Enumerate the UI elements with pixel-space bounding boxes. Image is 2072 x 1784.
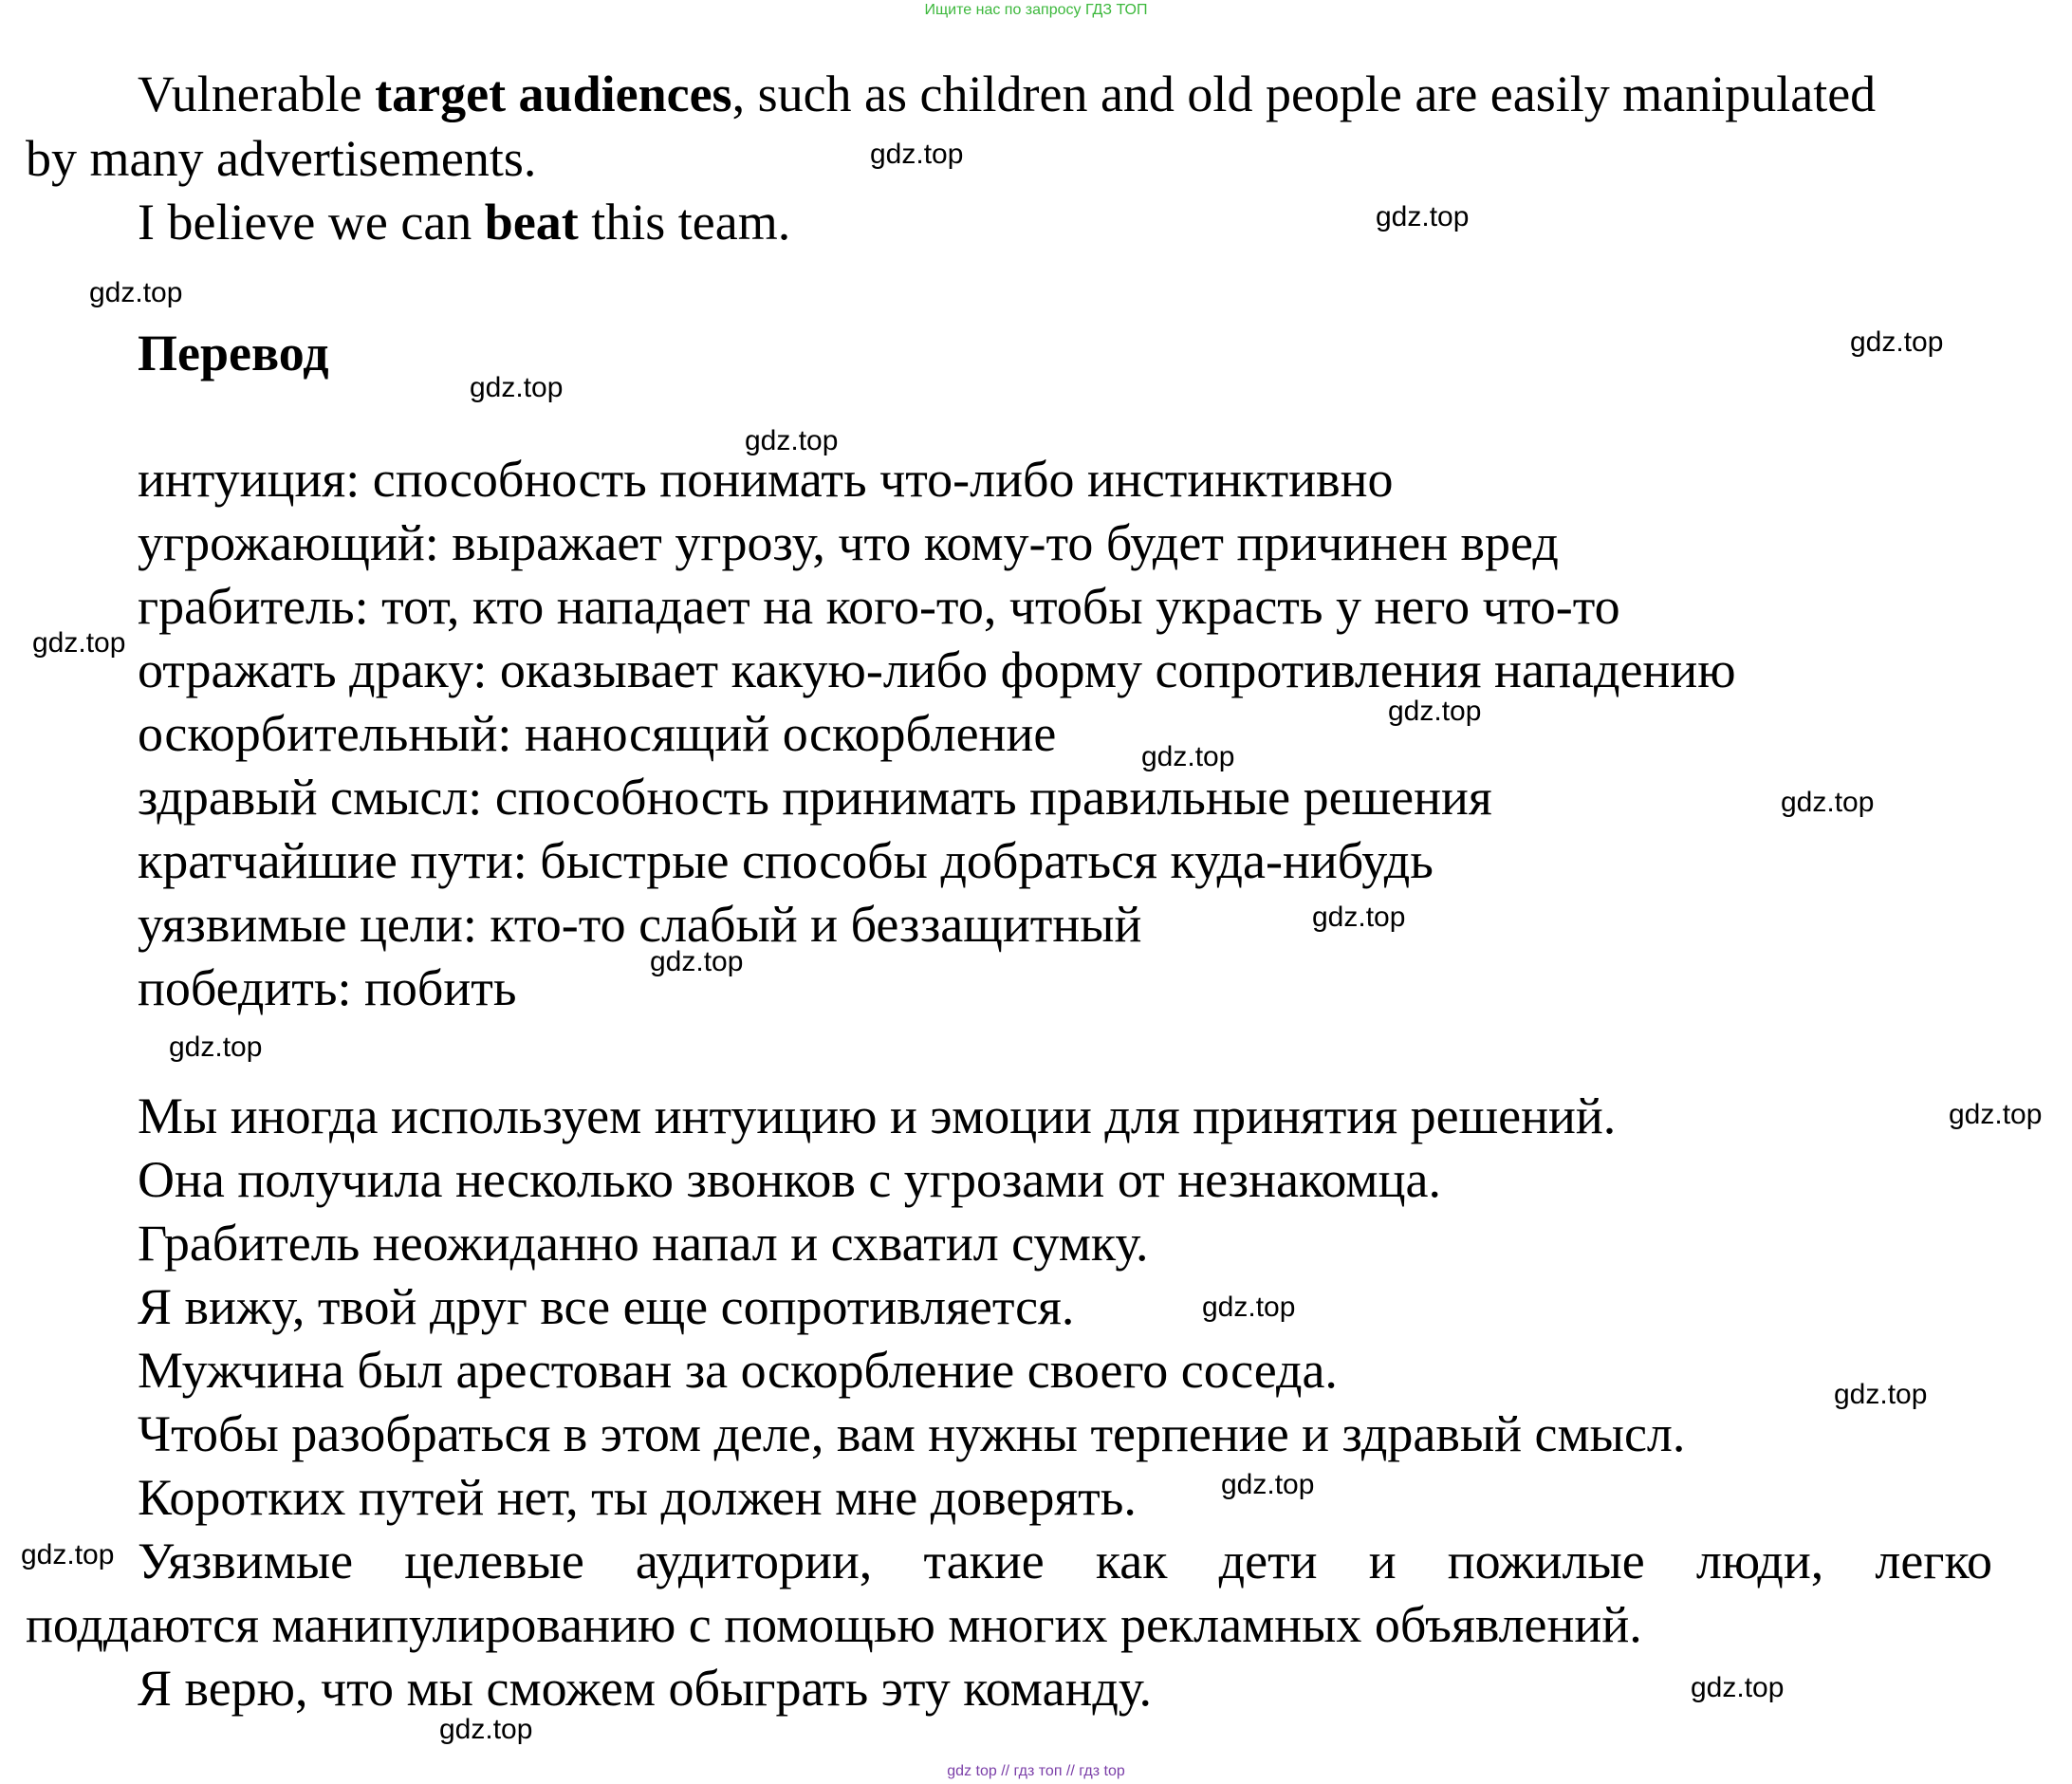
justified-word: аудитории, xyxy=(635,1533,873,1589)
english-line-1-b: , such as children and old people are easily manipulated xyxy=(731,65,1877,122)
definition-line: здравый смысл: способность принимать правильные решения xyxy=(138,769,1492,826)
sentence-line: Коротких путей нет, ты должен мне доверять. xyxy=(138,1469,1137,1526)
sentence-line: Она получила несколько звонков с угрозами от незнакомца. xyxy=(138,1151,1441,1208)
definition-line: победить: побить xyxy=(138,959,517,1016)
watermark: gdz.top xyxy=(1388,696,1482,727)
watermark: gdz.top xyxy=(1221,1469,1315,1500)
watermark: gdz.top xyxy=(32,627,126,659)
sentence-line: Грабитель неожиданно напал и схватил сумку. xyxy=(138,1215,1149,1272)
definition-line: угрожающий: выражает угрозу, что кому-то будет причинен вред xyxy=(138,514,1559,571)
top-banner: Ищите нас по запросу ГДЗ ТОП xyxy=(924,2,1148,18)
watermark: gdz.top xyxy=(1202,1292,1296,1323)
definition-line: грабитель: тот, кто нападает на кого-то, чтобы украсть у него что-то xyxy=(138,578,1620,635)
justified-word: пожилые xyxy=(1447,1533,1645,1589)
sentence-line: Я вижу, твой друг все еще сопротивляется. xyxy=(138,1278,1075,1335)
watermark: gdz.top xyxy=(439,1714,533,1745)
watermark: gdz.top xyxy=(870,139,964,170)
term-beat: beat xyxy=(484,194,579,251)
watermark: gdz.top xyxy=(21,1539,115,1570)
definition-line: интуиция: способность понимать что-либо инстинктивно xyxy=(138,451,1394,508)
justified-word: Уязвимые xyxy=(138,1533,354,1589)
justified-word: и xyxy=(1368,1533,1397,1589)
justified-word: такие xyxy=(923,1533,1045,1589)
english-line-3-a: I believe we can xyxy=(138,194,485,251)
watermark: gdz.top xyxy=(1781,787,1875,818)
justified-word: дети xyxy=(1218,1533,1318,1589)
watermark: gdz.top xyxy=(1949,1099,2043,1130)
justified-word: люди, xyxy=(1695,1533,1824,1589)
sentence-line: Чтобы разобраться в этом деле, вам нужны терпение и здравый смысл. xyxy=(138,1405,1686,1462)
watermark: gdz.top xyxy=(650,946,744,977)
watermark: gdz.top xyxy=(745,425,839,456)
sentence-justified-line xyxy=(138,1530,1992,1592)
translation-heading: Перевод xyxy=(138,325,329,381)
justified-word: легко xyxy=(1875,1533,1992,1589)
watermark: gdz.top xyxy=(1141,741,1235,772)
english-line-1-a: Vulnerable xyxy=(138,65,376,122)
english-line-3-b: this team. xyxy=(578,194,791,251)
english-line-2: by many advertisements. xyxy=(26,130,537,187)
english-line-1 xyxy=(138,63,1876,125)
term-target-audiences: target audiences xyxy=(375,65,732,122)
justified-word: как xyxy=(1095,1533,1168,1589)
definition-line: уязвимые цели: кто-то слабый и беззащитный xyxy=(138,896,1142,953)
sentence-line: Мужчина был арестован за оскорбление своего соседа. xyxy=(138,1342,1338,1399)
watermark: gdz.top xyxy=(1834,1379,1928,1410)
watermark: gdz.top xyxy=(470,372,564,403)
bottom-banner: gdz top // гдз топ // гдз top xyxy=(947,1763,1125,1779)
definition-line: отражать драку: оказывает какую-либо форму сопротивления нападению xyxy=(138,641,1736,698)
watermark: gdz.top xyxy=(169,1031,263,1063)
sentence-line: Мы иногда используем интуицию и эмоции для принятия решений. xyxy=(138,1087,1617,1144)
watermark: gdz.top xyxy=(89,277,183,308)
definition-line: кратчайшие пути: быстрые способы добраться куда-нибудь xyxy=(138,832,1434,889)
watermark: gdz.top xyxy=(1376,201,1470,232)
watermark: gdz.top xyxy=(1312,901,1406,933)
justified-word: целевые xyxy=(404,1533,584,1589)
sentence-line: Я верю, что мы сможем обыграть эту команду. xyxy=(138,1660,1153,1717)
watermark: gdz.top xyxy=(1850,326,1944,358)
sentence-continuation: поддаются манипулированию с помощью многих рекламных объявлений. xyxy=(26,1596,1642,1653)
watermark: gdz.top xyxy=(1691,1672,1785,1703)
definition-line: оскорбительный: наносящий оскорбление xyxy=(138,705,1057,762)
english-line-3 xyxy=(138,191,790,253)
